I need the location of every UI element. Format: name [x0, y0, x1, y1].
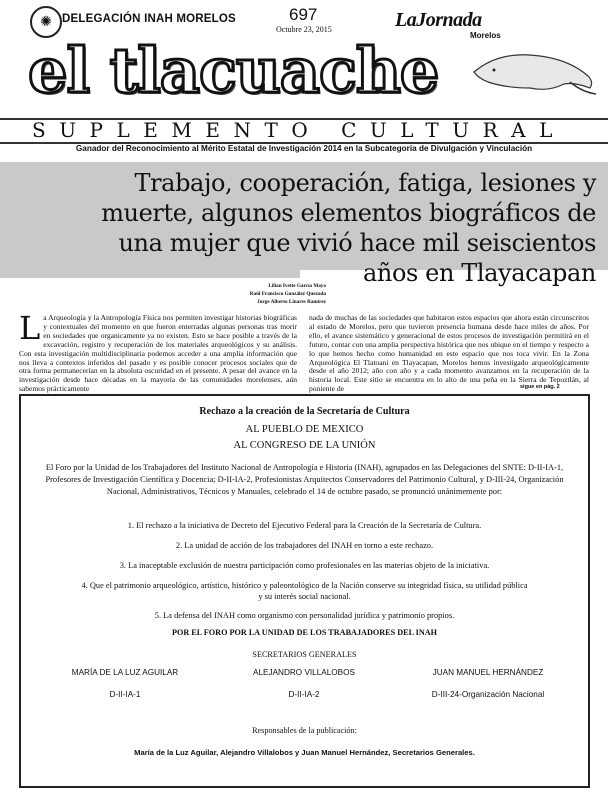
statement-intro: El Foro por la Unidad de los Trabajadores del Instituto Nacional de Antropología e Historia (INAH), agrupados en las Delegaciones del SNTE: D-II-IA-1, Profesores de Investigación Científica y Docencia; D-II-IA-2, Profesionistas Arquitectos Conservadores del Patrimonio Cultural, y D-III-24, Organización Nacional, Administrativos, Técnicos y Manuales, celebrado el 14 de octubre pasado, se pronunció unánimemente por: [45, 463, 564, 496]
headline-line: Trabajo, cooperación, fatiga, lesiones y [134, 169, 596, 197]
column-text: nada de muchas de las sociedades que habitaron estos espacios que ahora están circunscritos al estado de Morelos, pero que tuvieron presencia humana desde hace miles de años. Por ello, el avance sistemático y generacional de estos procesos de investigación permitirá en el futuro, contar con una amplia perspectiva histórica que nos ubique en el tiempo y respecto a lo que hemos hecho como humanidad en este espacio que nos toca vivir. En la Zona Arqueológica El Tlatoani en Tlayacapan, Morelos hemos investigado arqueológicamente desde el año 2012; año con año y a cada momento avanzamos en la recuperación de la historia local. Este sitio se encuentra en lo alto de una peña en la Sierra de Tepoztlán, al poniente de [309, 313, 589, 394]
signatory-name: JUAN MANUEL HERNÁNDEZ [432, 668, 544, 677]
secretarios-generales: SECRETARIOS GENERALES [252, 650, 357, 659]
addressee-2: AL CONGRESO DE LA UNIÓN [233, 440, 376, 451]
continues-note: sigue en pág. 2 [520, 384, 560, 390]
headline-line: una mujer que vivió hace mil seiscientos [118, 229, 596, 257]
responsables-names: María de la Luz Aguilar, Alejandro Villalobos y Juan Manuel Hernández, Secretarios Generales. [134, 748, 475, 757]
article-column-2 [309, 314, 589, 394]
signatory-delegation: D-II-IA-1 [109, 690, 141, 699]
statement-title: Rechazo a la creación de la Secretaría de Cultura [199, 406, 410, 417]
signatory-delegation: D-III-24-Organización Nacional [431, 690, 545, 699]
statement-box [19, 394, 590, 788]
jornada-logo: LaJornada [395, 9, 482, 31]
delegacion-label: DELEGACIÓN INAH MORELOS [62, 13, 236, 25]
por-el-foro: POR EL FORO POR LA UNIDAD DE LOS TRABAJADORES DEL INAH [171, 628, 438, 637]
inah-emblem-icon: ✺ [30, 6, 62, 38]
drop-cap: L [19, 309, 41, 347]
signatory-name: ALEJANDRO VILLALOBOS [253, 668, 355, 677]
masthead-title: el tlacuache [28, 34, 439, 107]
issue-date: Octubre 23, 2015 [276, 25, 332, 34]
statement-item: 5. La defensa del INAH como organismo con personalidad jurídica y patrimonio propios. [154, 611, 455, 620]
author-name: Lilian Ivette García Maya [268, 283, 326, 289]
statement-item: 3. La inaceptable exclusión de nuestra participación como profesionales en las materias objeto de la iniciativa. [119, 561, 490, 570]
headline-line: años en Tlayacapan [363, 259, 596, 287]
article-headline [40, 168, 596, 288]
statement-item: 2. La unidad de acción de los trabajadores del INAH en torno a este rechazo. [175, 541, 434, 550]
signatory-delegation: D-II-IA-2 [288, 690, 320, 699]
award-line: Ganador del Reconocimiento al Mérito Estatal de Investigación 2014 en la Subcategoría de Divulgación y Vinculación [75, 144, 533, 153]
article-authors [150, 282, 326, 306]
suplemento-label: SUPLEMENTO CULTURAL [32, 118, 566, 142]
signatory-name: MARÍA DE LA LUZ AGUILAR [71, 668, 179, 677]
author-name: Raúl Francisco González Quezada [249, 291, 326, 297]
author-name: Jorge Alberto Linares Ramírez [257, 299, 326, 305]
issue-number: 697 [289, 5, 318, 24]
headline-line: muerte, algunos elementos biográficos de [101, 199, 596, 227]
statement-item: 1. El rechazo a la iniciativa de Decreto del Ejecutivo Federal para la Creación de la Secretaría de Cultura. [127, 521, 482, 530]
addressee-1: AL PUEBLO DE MEXICO [245, 424, 364, 435]
jornada-sub: Morelos [470, 31, 501, 40]
article-column-1 [19, 309, 297, 394]
tlacuache-illustration-icon [470, 42, 600, 100]
column-text: a Arqueología y la Antropología Física nos permiten investigar historias biográficas y contextuales del momento en que fueron enterradas algunas personas tras morir en sociedades que organicamente ya no existen. Esto se hace posible a través de la excavación, registro y recuperación de los materiales arqueológicos y su análisis. Con esta investigación multidisciplinaria podemos acceder a una amplia información que nos lleva a contextos inferidos del pasado y es posible conocer procesos sociales que de otra forma permanecerían en la absoluta oscuridad en el presente. A pesar del avance en la investigación desde hace décadas en la mayoría de las comunidades morelenses, aún sabemos prácticamente [19, 313, 297, 394]
responsables-label: Responsables de la publicación: [252, 726, 357, 735]
statement-item: 4. Que el patrimonio arqueológico, artístico, histórico y paleontológico de la Nación conserve su integridad física, su utilidad pública y su interés social nacional. [81, 581, 528, 601]
